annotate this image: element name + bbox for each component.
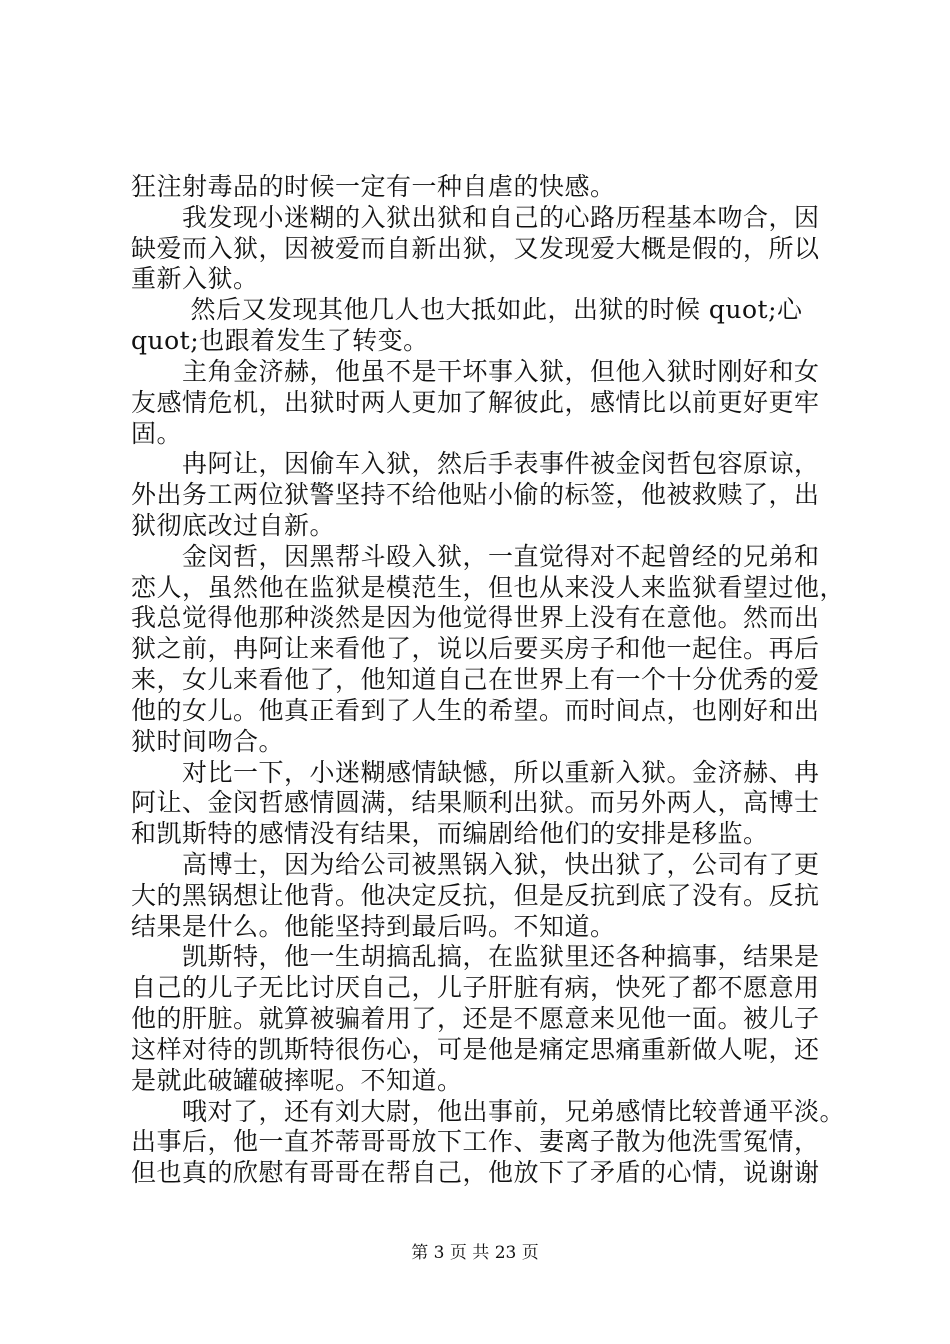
text-line: 大的黑锅想让他背。他决定反抗，但是反抗到底了没有。反抗	[131, 881, 820, 910]
text-line: 主角金济赫，他虽不是干坏事入狱，但他入狱时刚好和女	[131, 357, 820, 386]
text-line: 重新入狱。	[131, 264, 259, 293]
text-line: 狱之前，冉阿让来看他了，说以后要买房子和他一起住。再后	[131, 634, 820, 663]
text-line: 冉阿让，因偷车入狱，然后手表事件被金闵哲包容原谅，	[131, 449, 820, 478]
text-line: 这样对待的凯斯特很伤心，可是他是痛定思痛重新做人呢，还	[131, 1035, 820, 1064]
text-line: 友感情危机，出狱时两人更加了解彼此，感情比以前更好更牢	[131, 388, 820, 417]
text-line: 固。	[131, 419, 183, 448]
text-line: 对比一下，小迷糊感情缺憾，所以重新入狱。金济赫、冉	[131, 758, 820, 787]
text-line: 他的女儿。他真正看到了人生的希望。而时间点，也刚好和出	[131, 696, 820, 725]
text-line: 金闵哲，因黑帮斗殴入狱，一直觉得对不起曾经的兄弟和	[131, 542, 820, 571]
text-line: 凯斯特，他一生胡搞乱搞，在监狱里还各种搞事，结果是	[131, 942, 820, 971]
text-line: 他的肝脏。就算被骗着用了，还是不愿意来见他一面。被儿子	[131, 1004, 820, 1033]
text-line: 恋人，虽然他在监狱是模范生，但也从来没人来监狱看望过他，	[131, 573, 846, 602]
text-line: 高博士，因为给公司被黑锅入狱，快出狱了，公司有了更	[131, 850, 820, 879]
text-line: 来，女儿来看他了，他知道自己在世界上有一个十分优秀的爱	[131, 665, 820, 694]
text-line: 然后又发现其他几人也大抵如此，出狱的时候 quot;心	[131, 295, 803, 324]
text-line: 狱时间吻合。	[131, 727, 285, 756]
text-line: 自己的儿子无比讨厌自己，儿子肝脏有病，快死了都不愿意用	[131, 973, 820, 1002]
text-line: 但也真的欣慰有哥哥在帮自己，他放下了矛盾的心情，说谢谢	[131, 1158, 820, 1187]
text-line: 缺爱而入狱，因被爱而自新出狱，又发现爱大概是假的，所以	[131, 234, 820, 263]
text-line: 我发现小迷糊的入狱出狱和自己的心路历程基本吻合，因	[131, 203, 820, 232]
text-line: 狂注射毒品的时候一定有一种自虐的快感。	[131, 172, 616, 201]
page-footer: 第 3 页 共 23 页	[411, 1243, 539, 1263]
text-line: 出事后，他一直芥蒂哥哥放下工作、妻离子散为他洗雪冤情，	[131, 1127, 820, 1156]
text-line: 我总觉得他那种淡然是因为他觉得世界上没有在意他。然而出	[131, 603, 820, 632]
text-line: 狱彻底改过自新。	[131, 511, 336, 540]
text-line: quot;也跟着发生了转变。	[131, 326, 429, 355]
text-line: 外出务工两位狱警坚持不给他贴小偷的标签，他被救赎了，出	[131, 480, 820, 509]
text-line: 阿让、金闵哲感情圆满，结果顺利出狱。而另外两人，高博士	[131, 788, 820, 817]
text-line: 结果是什么。他能坚持到最后吗。不知道。	[131, 912, 616, 941]
text-line: 是就此破罐破摔呢。不知道。	[131, 1066, 463, 1095]
text-line: 哦对了，还有刘大尉，他出事前，兄弟感情比较普通平淡。	[131, 1097, 846, 1126]
text-line: 和凯斯特的感情没有结果，而编剧给他们的安排是移监。	[131, 819, 769, 848]
